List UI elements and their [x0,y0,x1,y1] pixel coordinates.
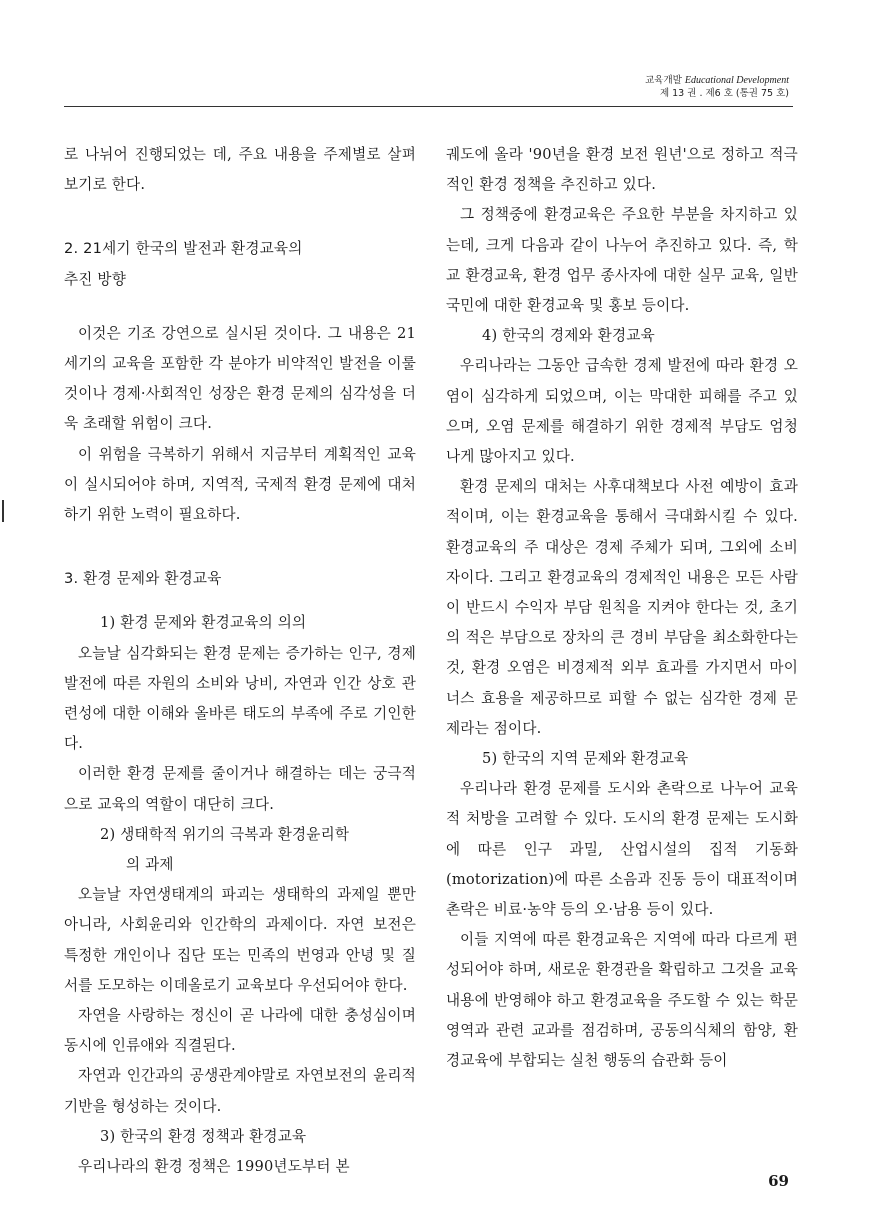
paragraph: 우리나라의 환경 정책은 1990년도부터 본 [78,1158,350,1176]
page-number: 69 [768,1172,789,1190]
subsection-heading-2-line2: 의 과제 [126,856,174,874]
subsection-heading-2-line1: 2) 생태학적 위기의 극복과 환경윤리학 [100,825,350,843]
margin-mark [2,500,4,522]
paragraph: 이러한 환경 문제를 줄이거나 해결하는 데는 궁극적으로 교육의 역할이 대단히 크다. [64,765,416,813]
subsection-heading-1: 1) 환경 문제와 환경교육의 의의 [100,614,307,632]
paragraph: 우리나라 환경 문제를 도시와 촌락으로 나누어 교육적 처방을 고려할 수 있다. 도시의 환경 문제는 도시화에 따른 인구 과밀, 산업시설의 집적 기동화(motorization)에 따른 소음과 진동 등이 대표적이며 촌락은 비료·농약 등의 오·남용 등이 있다. [446,780,798,919]
subsection-heading-5: 5) 한국의 지역 문제와 환경교육 [482,750,689,768]
section-heading-3: 3. 환경 문제와 환경교육 [64,570,222,588]
paragraph: 오늘날 심각화되는 환경 문제는 증가하는 인구, 경제 발전에 따른 자원의 소비와 낭비, 자연과 인간 상호 관련성에 대한 이해와 올바른 태도의 부족에 주로 기인한다. [64,644,416,753]
paragraph: 이 위험을 극복하기 위해서 지금부터 계획적인 교육이 실시되어야 하며, 지역적, 국제적 환경 문제에 대처하기 위한 노력이 필요하다. [64,445,416,524]
left-column [64,140,416,1182]
paragraph: 이것은 기조 강연으로 실시된 것이다. 그 내용은 21세기의 교육을 포함한 각 분야가 비약적인 발전을 이룰 것이나 경제·사회적인 성장은 환경 문제의 심각성을 더욱 초래할 위험이 크다. [64,324,416,433]
header-rule [64,106,793,107]
paragraph: 이들 지역에 따른 환경교육은 지역에 따라 다르게 편성되어야 하며, 새로운 환경관을 확립하고 그것을 교육 내용에 반영해야 하고 환경교육을 주도할 수 있는 학문 영역과 관련 교과를 점검하며, 공동의식체의 함양, 환경교육에 부합되는 실천 행동의 습관화 등이 [446,931,798,1070]
paragraph: 오늘날 자연생태계의 파괴는 생태학의 과제일 뿐만 아니라, 사회윤리와 인간학의 과제이다. 자연 보전은 특정한 개인이나 집단 또는 민족의 번영과 안녕 및 질서를 도모하는 이데올로기 교육보다 우선되어야 한다. [64,886,416,994]
journal-title-en: Educational Development [684,75,789,86]
paragraph: 궤도에 올라 '90년을 환경 보전 원년'으로 정하고 적극적인 환경 정책을 추진하고 있다. [446,146,798,194]
paragraph: 그 정책중에 환경교육은 주요한 부분을 차지하고 있는데, 크게 다음과 같이 나누어 추진하고 있다. 즉, 학교 환경교육, 환경 업무 종사자에 대한 실무 교육, 일반 국민에 대한 환경교육 및 홍보 등이다. [446,206,798,315]
paragraph: 자연과 인간과의 공생관계야말로 자연보전의 윤리적 기반을 형성하는 것이다. [64,1067,416,1115]
subsection-heading-4: 4) 한국의 경제와 환경교육 [482,327,655,345]
subsection-heading-3: 3) 한국의 환경 정책과 환경교육 [100,1127,307,1145]
paragraph: 로 나뉘어 진행되었는 데, 주요 내용을 주제별로 살펴보기로 한다. [64,146,416,194]
right-column [446,140,798,1076]
paragraph: 자연을 사랑하는 정신이 곧 나라에 대한 충성심이며 동시에 인류애와 직결된다. [64,1007,416,1055]
paragraph: 환경 문제의 대처는 사후대책보다 사전 예방이 효과적이며, 이는 환경교육을 통해서 극대화시킬 수 있다. 환경교육의 주 대상은 경제 주체가 되며, 그외에 소비자이다. 그리고 환경교육의 경제적인 내용은 모든 사람이 반드시 수익자 부담 원칙을 지켜야 한다는 것, 초기의 적은 부담으로 장차의 큰 경비 부담을 최소화한다는 것, 환경 오염은 비경제적 외부 효과를 가지면서 마이너스 효용을 제공하므로 피할 수 없는 심각한 경제 문제라는 점이다. [446,478,798,737]
paragraph: 우리나라는 그동안 급속한 경제 발전에 따라 환경 오염이 심각하게 되었으며, 이는 막대한 피해를 주고 있으며, 오염 문제를 해결하기 위한 경제적 부담도 엄청나게 많아지고 있다. [446,357,798,466]
journal-title-ko: 교육개발 [645,75,682,86]
journal-title [645,74,789,87]
volume-info: 제 13 권 . 제6 호 (통권 75 호) [659,88,789,99]
section-heading-2-line2: 추진 방향 [64,270,127,288]
running-header [645,74,789,100]
section-heading-2-line1: 2. 21세기 한국의 발전과 환경교육의 [64,240,303,258]
